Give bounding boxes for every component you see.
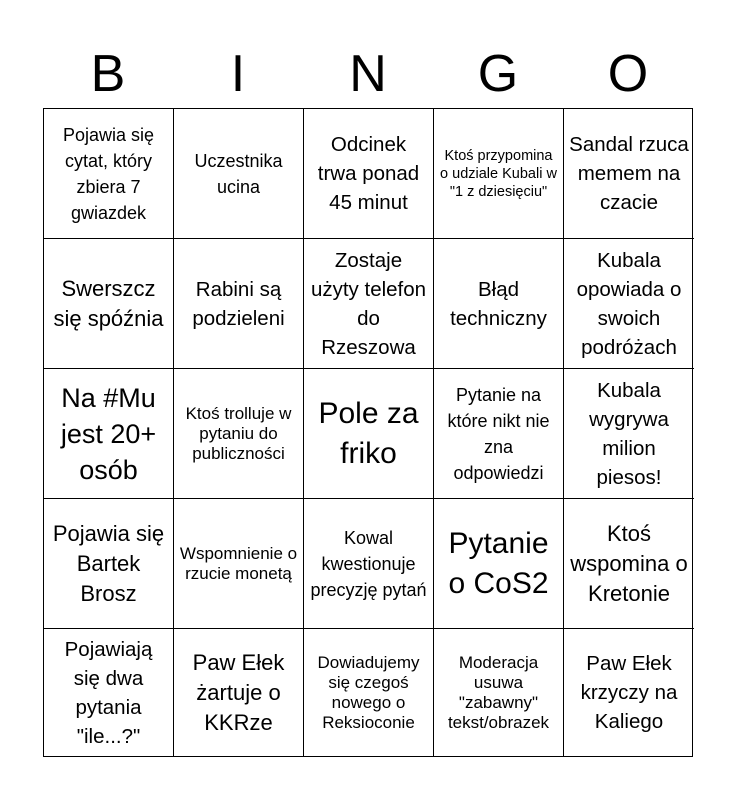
bingo-cell-r3-c3[interactable] xyxy=(304,369,434,499)
bingo-cell-r4-c5[interactable] xyxy=(564,499,694,629)
cell-text: Moderacja usuwa "zabawny" tekst/obrazek xyxy=(447,652,550,732)
cell-text: Zostaje użyty telefon do Rzeszowa xyxy=(310,248,427,359)
bingo-cell-r4-c2[interactable] xyxy=(174,499,304,629)
bingo-cell-r5-c4[interactable] xyxy=(434,629,564,756)
bingo-cell-r5-c1[interactable] xyxy=(44,629,174,756)
bingo-cell-r3-c5[interactable] xyxy=(564,369,694,499)
cell-text: Ktoś przypomina o udziale Kubali w "1 z dziesięciu" xyxy=(440,147,557,200)
header-letter-i: I xyxy=(230,45,246,103)
cell-text: Wspomnienie o rzucie monetą xyxy=(179,543,298,583)
cell-text: Ktoś trolluje w pytaniu do publiczności xyxy=(185,403,292,463)
bingo-cell-r4-c1[interactable] xyxy=(44,499,174,629)
bingo-cell-r2-c2[interactable] xyxy=(174,239,304,369)
bingo-cell-r1-c3[interactable] xyxy=(304,109,434,239)
bingo-cell-r3-c2[interactable] xyxy=(174,369,304,499)
bingo-cell-r1-c1[interactable] xyxy=(44,109,174,239)
header-letter-g: G xyxy=(477,45,519,103)
bingo-cell-r1-c4[interactable] xyxy=(434,109,564,239)
cell-text: Rabini są podzieleni xyxy=(192,277,285,330)
cell-text: Uczestnika ucina xyxy=(194,150,283,197)
cell-text: Kubala opowiada o swoich podróżach xyxy=(576,248,682,359)
cell-text: Na #Mu jest 20+ osób xyxy=(60,382,157,485)
cell-text: Błąd techniczny xyxy=(450,277,547,330)
cell-text: Pojawia się cytat, który zbiera 7 gwiazdek xyxy=(62,124,155,223)
bingo-cell-r5-c3[interactable] xyxy=(304,629,434,756)
bingo-cell-r5-c5[interactable] xyxy=(564,629,694,756)
bingo-cell-r3-c4[interactable] xyxy=(434,369,564,499)
cell-text: Paw Ełek żartuje o KKRze xyxy=(192,649,285,735)
cell-text: Pojawia się Bartek Brosz xyxy=(52,520,165,606)
bingo-cell-r1-c5[interactable] xyxy=(564,109,694,239)
cell-text: Ktoś wspomina o Kretonie xyxy=(570,520,688,606)
cell-text: Kubala wygrywa milion piesos! xyxy=(589,378,669,489)
cell-text: Pytanie o CoS2 xyxy=(448,526,549,600)
bingo-cell-r5-c2[interactable] xyxy=(174,629,304,756)
bingo-header xyxy=(43,40,693,108)
bingo-cell-r4-c4[interactable] xyxy=(434,499,564,629)
header-letter-n: N xyxy=(349,45,387,103)
cell-text: Dowiadujemy się czegoś nowego o Reksioconie xyxy=(317,652,420,732)
bingo-cell-r2-c1[interactable] xyxy=(44,239,174,369)
bingo-cell-r2-c5[interactable] xyxy=(564,239,694,369)
bingo-cell-r2-c3[interactable] xyxy=(304,239,434,369)
cell-text: Pytanie na które nikt nie zna odpowiedzi xyxy=(447,384,550,483)
cell-text: Paw Ełek krzyczy na Kaliego xyxy=(580,652,678,733)
header-letter-b: B xyxy=(90,45,126,103)
cell-text: Kowal kwestionuje precyzję pytań xyxy=(310,527,427,600)
bingo-cell-r3-c1[interactable] xyxy=(44,369,174,499)
bingo-cell-r2-c4[interactable] xyxy=(434,239,564,369)
cell-text: Pole za friko xyxy=(318,396,419,470)
cell-text: Odcinek trwa ponad 45 minut xyxy=(317,133,420,214)
cell-text: Sandal rzuca memem na czacie xyxy=(569,133,689,214)
bingo-cell-r4-c3[interactable] xyxy=(304,499,434,629)
bingo-grid xyxy=(43,108,693,757)
cell-text: Swerszcz się spóźnia xyxy=(53,275,164,331)
cell-text: Pojawiają się dwa pytania "ile...?" xyxy=(64,637,153,748)
header-letter-o: O xyxy=(607,45,649,103)
bingo-cell-r1-c2[interactable] xyxy=(174,109,304,239)
